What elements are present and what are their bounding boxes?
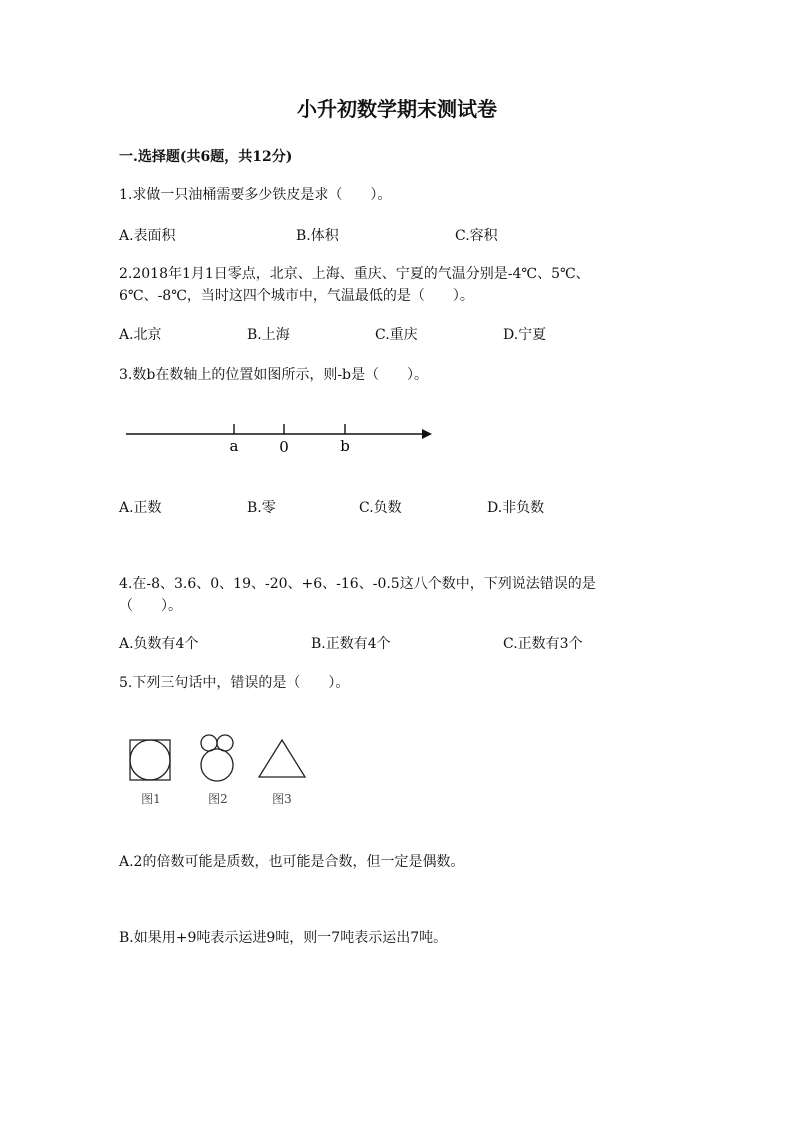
option-c: C.正数有3个 (503, 636, 583, 652)
figure-label-2: 图2 (208, 792, 228, 806)
figure-label-1: 图1 (141, 792, 161, 806)
question-2-line-1: 2.2018年1月1日零点，北京、上海、重庆、宁夏的气温分别是-4℃、5℃、 (119, 266, 590, 282)
option-a: A.负数有4个 (119, 636, 199, 652)
option-b: B.上海 (247, 327, 290, 343)
option-a: A.2的倍数可能是质数，也可能是合数，但一定是偶数。 (119, 854, 465, 870)
large-circle (201, 749, 233, 781)
number-line-arrow-icon (422, 429, 432, 439)
tick-label-a: a (229, 437, 239, 455)
question-3: 3.数b在数轴上的位置如图所示，则-b是（ ）。 (119, 367, 429, 383)
question-1: 1.求做一只油桶需要多少铁皮是求（ ）。 (119, 187, 392, 203)
option-c: C.负数 (359, 500, 402, 516)
figure-label-3: 图3 (272, 792, 292, 806)
question-2-line-2: 6℃、-8℃，当时这四个城市中，气温最低的是（ ）。 (119, 288, 474, 304)
option-d: D.非负数 (487, 500, 545, 516)
page-title: 小升初数学期末测试卷 (297, 97, 497, 121)
question-4-line-1: 4.在-8、3.6、0、19、-20、+6、-16、-0.5这八个数中，下列说法错误的是 (119, 576, 596, 592)
option-b: B.零 (247, 500, 276, 516)
tick-label-b: b (340, 437, 350, 455)
tick-label-zero: 0 (279, 438, 289, 456)
option-d: D.宁夏 (503, 327, 547, 343)
question-4-line-2: （ ）。 (119, 598, 182, 614)
shapes-figure (125, 730, 315, 810)
number-line-figure (120, 415, 440, 460)
triangle-shape (259, 740, 305, 777)
option-a: A.北京 (119, 327, 162, 343)
option-b: B.如果用+9吨表示运进9吨，则一7吨表示运出7吨。 (119, 930, 448, 946)
question-5: 5.下列三句话中，错误的是（ ）。 (119, 675, 350, 691)
option-b: B.体积 (296, 228, 339, 244)
option-c: C.容积 (455, 228, 498, 244)
option-b: B.正数有4个 (311, 636, 391, 652)
option-a: A.表面积 (119, 228, 176, 244)
section-heading: 一.选择题(共6题，共12分) (119, 149, 293, 165)
option-a: A.正数 (119, 500, 162, 516)
inscribed-circle-shape (130, 740, 170, 780)
option-c: C.重庆 (375, 327, 418, 343)
